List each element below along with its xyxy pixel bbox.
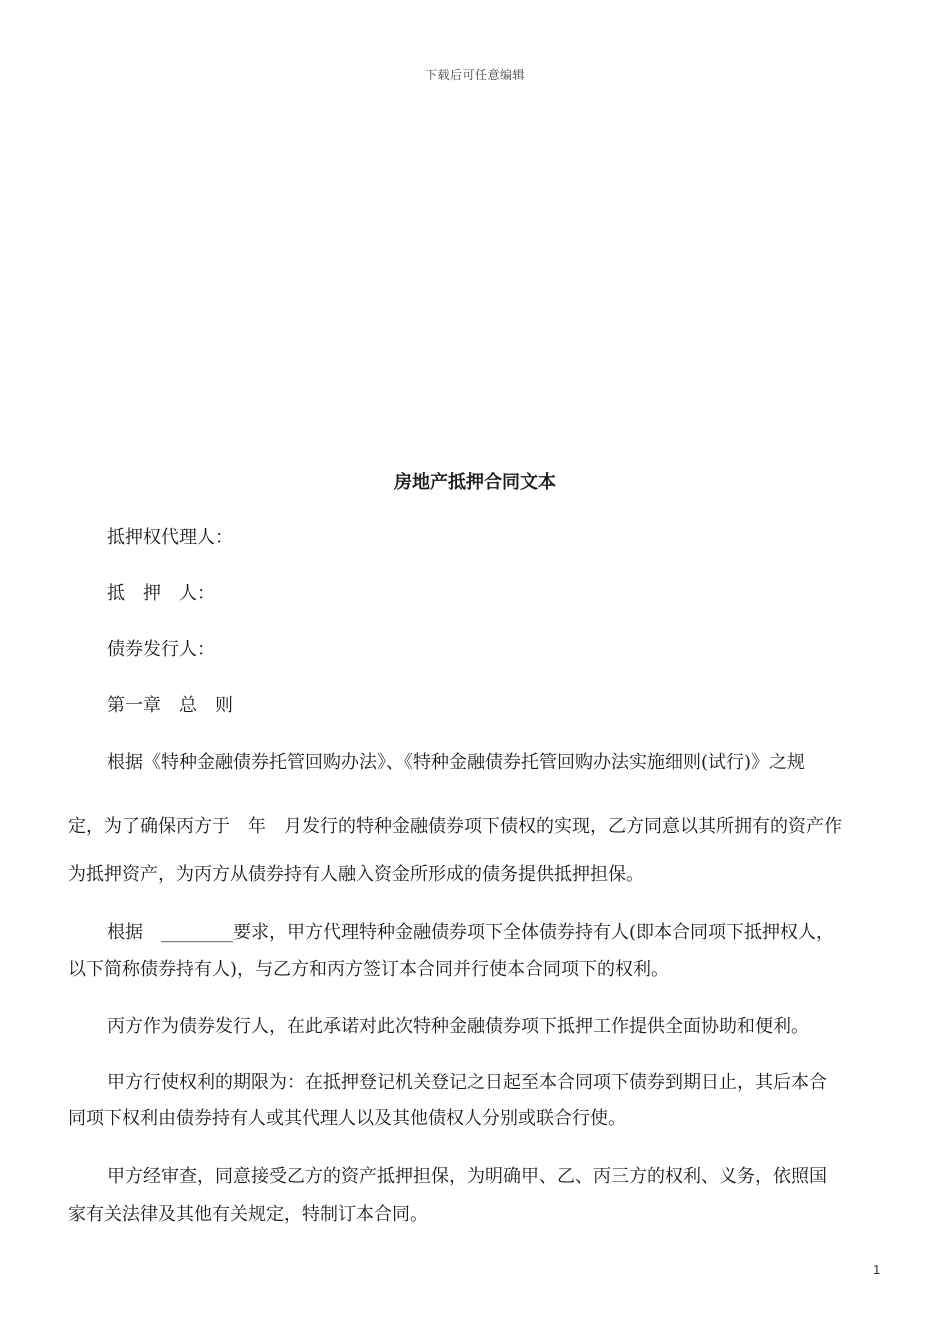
chapter-heading: 第一章 总 则 [107, 695, 233, 716]
paragraph-1-line-3: 为抵押资产，为丙方从债券持有人融入资金所形成的债务提供抵押担保。 [68, 864, 644, 885]
paragraph-5-line-1: 甲方经审查，同意接受乙方的资产抵押担保，为明确甲、乙、丙三方的权利、义务，依照国 [107, 1166, 827, 1187]
paragraph-4-line-2: 同项下权利由债券持有人或其代理人以及其他债权人分别或联合行使。 [68, 1108, 626, 1129]
paragraph-1-line-1: 根据《特种金融债券托管回购办法》、《特种金融债券托管回购办法实施细则(试行)》之规 [107, 752, 806, 773]
document-title: 房地产抵押合同文本 [394, 472, 556, 493]
paragraph-4-line-1: 甲方行使权利的期限为：在抵押登记机关登记之日起至本合同项下债券到期日止，其后本合 [107, 1072, 827, 1093]
field-mortgagor: 抵 押 人： [107, 583, 215, 604]
header-note: 下载后可任意编辑 [424, 68, 525, 82]
paragraph-5-line-2: 家有关法律及其他有关规定，特制订本合同。 [68, 1204, 428, 1225]
paragraph-1-line-2: 定，为了确保丙方于 年 月发行的特种金融债券项下债权的实现，乙方同意以其所拥有的资产作 [68, 816, 842, 837]
page-number: 1 [873, 1262, 881, 1277]
paragraph-2-line-2: 以下简称债券持有人)，与乙方和丙方签订本合同并行使本合同项下的权利。 [68, 959, 670, 980]
field-mortgagee-agent: 抵押权代理人： [107, 527, 233, 548]
field-bond-issuer: 债券发行人： [107, 639, 215, 660]
paragraph-3-line-1: 丙方作为债券发行人，在此承诺对此次特种金融债券项下抵押工作提供全面协助和便利。 [107, 1016, 809, 1037]
paragraph-2-line-1: 根据 ________要求，甲方代理特种金融债券项下全体债券持有人(即本合同项下抵押权人， [107, 922, 835, 943]
